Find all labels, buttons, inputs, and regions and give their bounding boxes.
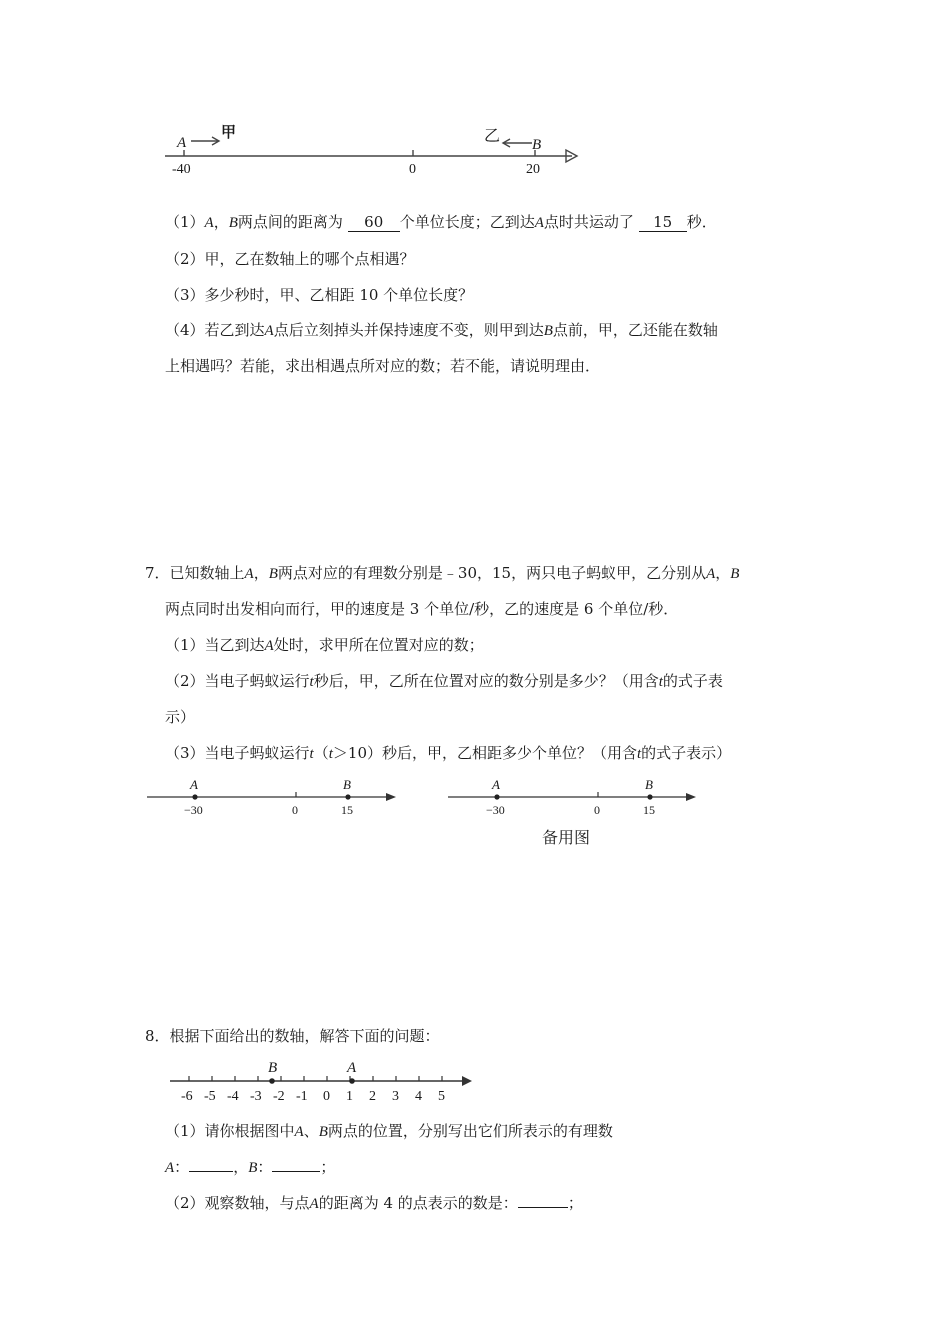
tick-label: -2: [273, 1089, 285, 1104]
jia-label: 甲: [221, 123, 237, 141]
tick-label: -1: [296, 1089, 308, 1104]
tick-marks: [189, 1076, 442, 1081]
tick-label-15: 15: [643, 803, 655, 817]
tick-label-15: 15: [341, 803, 353, 817]
answer-blank-distance4[interactable]: [518, 1207, 568, 1208]
tick-label: 0: [323, 1089, 330, 1104]
tick-labels: [181, 1089, 445, 1104]
tick-label: 3: [392, 1089, 399, 1104]
backup-figure-label: 备用图: [542, 828, 591, 847]
point-b-label: B: [343, 777, 351, 792]
answer-time: 15: [639, 214, 687, 232]
tick-label-minus30: −30: [184, 803, 203, 817]
tick-label: 5: [438, 1089, 445, 1104]
q7-part2-cont: 示）: [165, 708, 196, 726]
tick-label-minus30: −30: [486, 803, 505, 817]
q8-stem: 8．根据下面给出的数轴，解答下面的问题：: [145, 1027, 440, 1045]
answer-blank-b[interactable]: [272, 1171, 320, 1172]
point-a-label: A: [190, 777, 198, 792]
point-b-label: B: [532, 137, 542, 153]
point-a-label: A: [347, 1060, 357, 1076]
tick-label: -4: [227, 1089, 239, 1104]
tick-label: 2: [369, 1089, 376, 1104]
q6-part2: （2）甲，乙在数轴上的哪个点相遇？: [165, 250, 415, 268]
tick-label: -5: [204, 1089, 216, 1104]
q8-part1-answers: A： ，B： ；: [165, 1158, 336, 1176]
axis-arrow: [462, 1076, 472, 1086]
q6-part4-cont: 上相遇吗？若能，求出相遇点所对应的数；若不能，请说明理由．: [165, 357, 601, 375]
point-b-dot: [269, 1078, 275, 1084]
q8-part1: （1）请你根据图中A、B两点的位置，分别写出它们所表示的有理数: [165, 1122, 613, 1140]
q7-stem-line1: 7．已知数轴上A，B两点对应的有理数分别是﹣30，15，两只电子蚂蚁甲，乙分别从A，B: [145, 564, 740, 582]
tick-label: -6: [181, 1089, 193, 1104]
q7-part3: （3）当电子蚂蚁运行t（t＞10）秒后，甲，乙相距多少个单位？（用含t的式子表示）: [165, 744, 732, 762]
point-a-label: A: [177, 135, 187, 151]
q7-part1: （1）当乙到达A处时，求甲所在位置对应的数；: [165, 636, 484, 654]
q7-part2: （2）当电子蚂蚁运行t秒后，甲，乙所在位置对应的数分别是多少？（用含t的式子表: [165, 672, 723, 690]
tick-label-0: 0: [409, 162, 416, 177]
answer-distance: 60: [348, 214, 400, 232]
tick-label-20: 20: [526, 162, 540, 177]
tick-label-0: 0: [292, 803, 298, 817]
yi-label: 乙: [484, 126, 501, 145]
tick-label-minus40: -40: [172, 162, 191, 177]
tick-label-0: 0: [594, 803, 600, 817]
q8-part2: （2）观察数轴，与点A的距离为 4 的点表示的数是： ；: [165, 1194, 583, 1212]
point-b-label: B: [645, 777, 653, 792]
tick-label: -3: [250, 1089, 262, 1104]
q6-part4: （4）若乙到达A点后立刻掉头并保持速度不变，则甲到达B点前，甲，乙还能在数轴: [165, 321, 718, 339]
point-b-label: B: [268, 1060, 278, 1076]
q6-part1: （1）A，B两点间的距离为 60 个单位长度；乙到达A点时共运动了 15 秒．: [165, 213, 717, 231]
point-a-label: A: [492, 777, 500, 792]
answer-blank-a[interactable]: [189, 1171, 233, 1172]
q7-stem-line2: 两点同时出发相向而行，甲的速度是 3 个单位/秒，乙的速度是 6 个单位/秒．: [165, 600, 679, 618]
tick-label: 4: [415, 1089, 422, 1104]
q6-part3: （3）多少秒时，甲、乙相距 10 个单位长度？: [165, 286, 474, 304]
tick-label: 1: [346, 1089, 353, 1104]
point-a-dot: [349, 1078, 355, 1084]
